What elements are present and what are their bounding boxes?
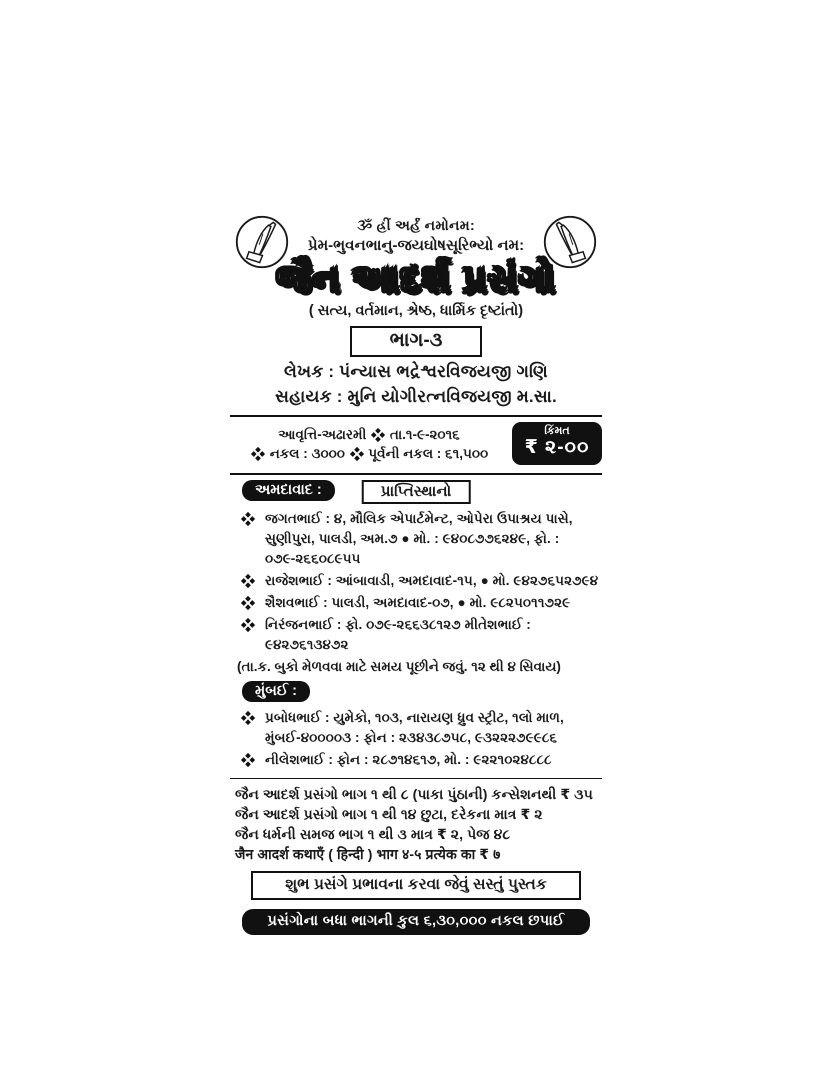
stockist-entry: પ્રબોધભાઈ : યુમેકો, ૧૦૩, નારાયણ ધ્રુવ સ્ટ્રીટ, ૧લો માળ, મુંબઈ-૪૦૦૦૦૩ : ફોન : ૨૩૪૩૮૭૫૮, ૯૩૨૨૨૭૯૯૮૬ xyxy=(230,708,602,748)
mumbai-header xyxy=(230,681,602,706)
invocation-line-2: પ્રેમ-ભુવનભાનુ-જયઘોષસૂરિભ્યો નમ: xyxy=(307,237,525,254)
book-title: જૈન આદર્શ પ્રસંગો xyxy=(276,258,556,299)
stockist-entry: નિરંજનભાઈ : ફો. ૦૭૯-૨૬૬૩૮૧૨૭ મીતેશભાઈ : ૯૪૨૭૬૧૩૪૭૨ xyxy=(230,615,602,655)
content-sheet xyxy=(230,213,602,935)
stockists-header xyxy=(230,480,602,507)
city-badge-mumbai: મુંબઈ : xyxy=(242,681,310,702)
edition-line-1: આવૃત્તિ-અઢારમી તા.૧-૯-૨૦૧૬ xyxy=(278,426,460,442)
divider xyxy=(230,473,602,475)
book-subtitle: ( સત્ય, વર્તમાન, શ્રેષ્ઠ, ધાર્મિક દૃષ્ટાંતો) xyxy=(308,303,524,319)
city-badge-ahmedabad: અમદાવાદ : xyxy=(242,480,335,501)
author-line: લેખક : પંન્યાસ ભદ્રેશ્વરવિજયજી ગણિ xyxy=(284,362,548,381)
edition-details xyxy=(230,425,508,463)
price-label: કિંમત xyxy=(544,425,570,437)
praying-hands-icon xyxy=(542,214,598,270)
price-line: જૈન ધર્મની સમજ ભાગ ૧ થી ૩ માત્ર ₹ ૨, પેજ ૪૮ xyxy=(235,826,511,842)
diamond-bullet-icon xyxy=(241,618,255,632)
diamond-bullet-icon xyxy=(241,753,255,767)
price-line: જૈન આદર્શ પ્રસંગો ભાગ ૧ થી ૧૪ છુટા, દરેકના માત્ર ₹ ૨ xyxy=(235,806,543,822)
diamond-bullet-icon xyxy=(241,596,255,610)
total-copies-box: પ્રસંગોના બધા ભાગની કુલ ૬,૩૦,૦૦૦ નકલ છપાઈ xyxy=(242,909,590,935)
diamond-bullet-icon xyxy=(251,447,265,461)
stockist-entry: રાજેશભાઈ : આંબાવાડી, અમદાવાદ-૧૫, ● મો. ૯૪૨૭૬૫૨૭૯૪ xyxy=(230,571,602,591)
diamond-bullet-icon xyxy=(241,512,255,526)
edition-line-2: નકલ : ૩૦૦૦ પૂર્વની નકલ : ૬૧,૫૦૦ xyxy=(230,444,508,463)
price-box xyxy=(512,422,602,465)
stockists-title-box: પ્રાપ્તિસ્થાનો xyxy=(362,480,471,504)
invocation-line-1: ૐ હ્રીં અર્હં નમોનમ: xyxy=(357,217,475,233)
stockist-entry: જગતભાઈ : ૪, મૌલિક એપાર્ટમેન્ટ, ઓપેરા ઉપાશ્રય પાસે, સુણીપુરા, પાલડી, અમ.૭ ● મો. : ૯૪૦૮૭૭૬૨૪૯, ફો. : ૦૭૯-૨૬૬૦૮૯૫૫ xyxy=(230,509,602,569)
price-line: જૈન આદર્શ પ્રસંગો ભાગ ૧ થી ૮ (પાકા પુંઠાની) કન્સેશનથી ₹ ૩૫ xyxy=(235,786,593,802)
price-value: ₹ ૨-૦૦ xyxy=(524,437,590,458)
stockist-entry: શૈશવભાઈ : પાલડી, અમદાવાદ-૦૭, ● મો. ૯૮૨૫૦૧૧૭૨૯ xyxy=(230,593,602,613)
praying-hands-icon xyxy=(234,214,290,270)
diamond-bullet-icon xyxy=(350,447,364,461)
stockist-entry: નીલેશભાઈ : ફોન : ૨૮૭૧૪૬૧૭, મો. : ૯૨૨૧૦૨૪૮૮૮ xyxy=(230,750,602,770)
promo-message-box: શુભ પ્રસંગે પ્રભાવના કરવા જેવું સસ્તું પુસ્તક xyxy=(251,871,581,900)
visiting-hours-note: (તા.ક. બુકો મેળવવા માટે સમય પૂછીને જવું. ૧૨ થી ૪ સિવાય) xyxy=(237,659,561,674)
divider xyxy=(230,415,602,417)
divider xyxy=(230,778,602,779)
diamond-bullet-icon xyxy=(241,574,255,588)
edition-section xyxy=(230,422,602,465)
part-number-box: ભાગ-૩ xyxy=(350,326,482,357)
helper-line: સહાયક : મુનિ યોગીરત્નવિજયજી મ.સા. xyxy=(275,387,557,406)
diamond-bullet-icon xyxy=(371,428,385,442)
price-line-hindi: जैन आदर्श कथाएँ ( हिन्दी ) भाग ४-५ प्रत्येक का ₹ ७ xyxy=(235,846,501,862)
diamond-bullet-icon xyxy=(241,711,255,725)
header xyxy=(230,213,602,319)
